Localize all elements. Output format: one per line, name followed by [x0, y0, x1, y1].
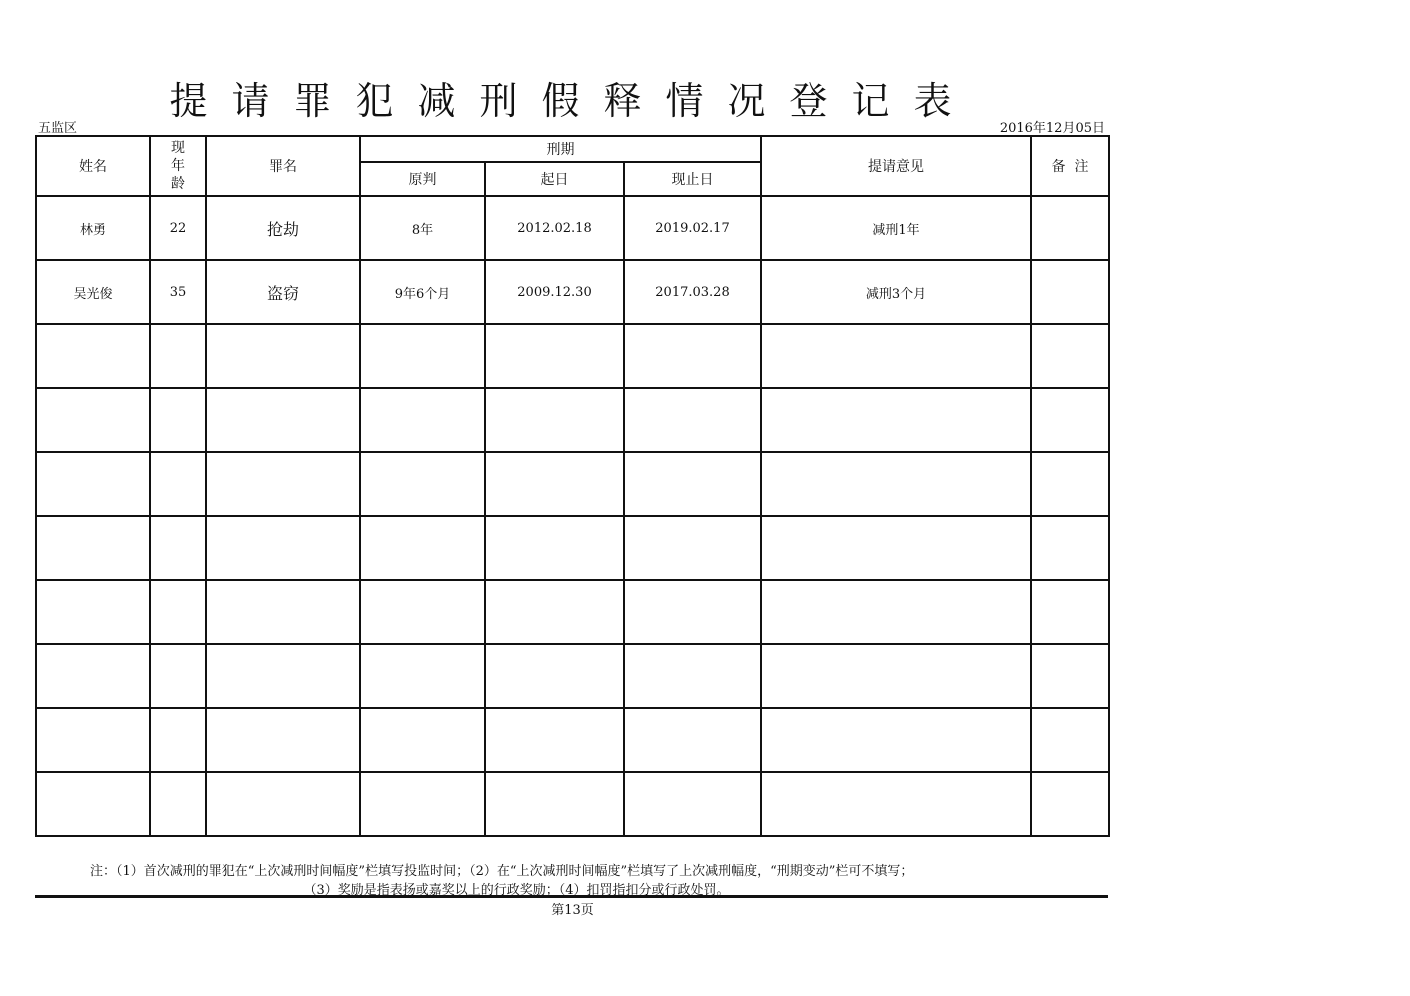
cell-current-end-date: [624, 388, 761, 452]
cell-age: [150, 388, 206, 452]
cell-proposal: [761, 516, 1031, 580]
cell-current-end-date: [624, 580, 761, 644]
cell-remarks: [1031, 388, 1109, 452]
table-body: [36, 196, 1109, 836]
cell-proposal: [761, 324, 1031, 388]
table-row: [36, 388, 1109, 452]
register-table: [35, 135, 1110, 837]
cell-original-sentence: [360, 708, 485, 772]
header-crime: 罪名: [206, 136, 360, 196]
cell-remarks: [1031, 196, 1109, 260]
cell-crime: [206, 708, 360, 772]
cell-original-sentence: 9年6个月: [360, 260, 485, 324]
cell-remarks: [1031, 324, 1109, 388]
cell-age: [150, 708, 206, 772]
cell-name: [36, 580, 150, 644]
cell-proposal: [761, 388, 1031, 452]
cell-proposal: [761, 708, 1031, 772]
table-header: [36, 136, 1109, 196]
table-row: [36, 324, 1109, 388]
cell-name: [36, 324, 150, 388]
table-row: [36, 452, 1109, 516]
cell-proposal: [761, 452, 1031, 516]
cell-proposal: 减刑3个月: [761, 260, 1031, 324]
cell-name: [36, 708, 150, 772]
cell-crime: 盗窃: [206, 260, 360, 324]
header-age: 现 年 龄: [150, 136, 206, 196]
cell-original-sentence: [360, 324, 485, 388]
cell-start-date: [485, 388, 624, 452]
cell-name: [36, 772, 150, 836]
cell-current-end-date: [624, 772, 761, 836]
cell-remarks: [1031, 772, 1109, 836]
cell-remarks: [1031, 708, 1109, 772]
cell-remarks: [1031, 580, 1109, 644]
cell-age: [150, 324, 206, 388]
cell-age: [150, 516, 206, 580]
cell-proposal: [761, 580, 1031, 644]
cell-current-end-date: [624, 644, 761, 708]
cell-start-date: [485, 644, 624, 708]
cell-start-date: [485, 516, 624, 580]
cell-original-sentence: [360, 644, 485, 708]
cell-crime: 抢劫: [206, 196, 360, 260]
cell-start-date: [485, 580, 624, 644]
cell-current-end-date: [624, 452, 761, 516]
cell-age: [150, 772, 206, 836]
cell-start-date: 2009.12.30: [485, 260, 624, 324]
header-original-sentence: 原判: [360, 162, 485, 196]
cell-crime: [206, 772, 360, 836]
header-proposal: 提请意见: [761, 136, 1031, 196]
cell-remarks: [1031, 452, 1109, 516]
cell-crime: [206, 516, 360, 580]
cell-start-date: [485, 452, 624, 516]
cell-start-date: [485, 324, 624, 388]
footer-rule: [35, 895, 1108, 898]
table-row: [36, 772, 1109, 836]
cell-age: [150, 580, 206, 644]
document-title: 提请罪犯减刑假释情况登记表: [169, 79, 976, 123]
footnote-line-2: （3）奖励是指表扬或嘉奖以上的行政奖励；（4）扣罚指扣分或行政处罚。: [303, 883, 730, 898]
table-row: [36, 644, 1109, 708]
cell-original-sentence: [360, 388, 485, 452]
header-current-end-date: 现止日: [624, 162, 761, 196]
header-sentence-group: 刑期: [360, 136, 761, 162]
cell-name: 林勇: [36, 196, 150, 260]
cell-current-end-date: [624, 324, 761, 388]
cell-remarks: [1031, 260, 1109, 324]
table-row: [36, 196, 1109, 260]
cell-current-end-date: [624, 516, 761, 580]
cell-crime: [206, 452, 360, 516]
cell-name: 吴光俊: [36, 260, 150, 324]
table-row: [36, 708, 1109, 772]
table-row: [36, 516, 1109, 580]
cell-original-sentence: [360, 772, 485, 836]
cell-original-sentence: [360, 580, 485, 644]
cell-crime: [206, 324, 360, 388]
cell-age: 22: [150, 196, 206, 260]
cell-start-date: 2012.02.18: [485, 196, 624, 260]
cell-crime: [206, 580, 360, 644]
header-start-date: 起日: [485, 162, 624, 196]
cell-proposal: [761, 644, 1031, 708]
cell-age: [150, 644, 206, 708]
cell-original-sentence: [360, 516, 485, 580]
cell-proposal: 减刑1年: [761, 196, 1031, 260]
footnote-line-1: 注：（1）首次减刑的罪犯在“上次减刑时间幅度”栏填写投监时间；（2）在“上次减刑时间幅度”栏填写了上次减刑幅度，“刑期变动”栏可不填写；: [90, 864, 914, 879]
header-remarks: 备 注: [1031, 136, 1109, 196]
document-date: 2016年12月05日: [999, 121, 1105, 136]
cell-start-date: [485, 708, 624, 772]
cell-crime: [206, 644, 360, 708]
cell-current-end-date: [624, 708, 761, 772]
prison-area-label: 五监区: [38, 121, 78, 136]
cell-original-sentence: [360, 452, 485, 516]
cell-name: [36, 644, 150, 708]
cell-remarks: [1031, 516, 1109, 580]
cell-start-date: [485, 772, 624, 836]
header-name: 姓名: [36, 136, 150, 196]
cell-remarks: [1031, 644, 1109, 708]
cell-age: 35: [150, 260, 206, 324]
cell-age: [150, 452, 206, 516]
cell-current-end-date: 2017.03.28: [624, 260, 761, 324]
cell-original-sentence: 8年: [360, 196, 485, 260]
cell-name: [36, 388, 150, 452]
cell-proposal: [761, 772, 1031, 836]
table-row: [36, 580, 1109, 644]
cell-current-end-date: 2019.02.17: [624, 196, 761, 260]
cell-name: [36, 452, 150, 516]
table-row: [36, 260, 1109, 324]
page-number: 第13页: [551, 903, 594, 918]
cell-name: [36, 516, 150, 580]
cell-crime: [206, 388, 360, 452]
